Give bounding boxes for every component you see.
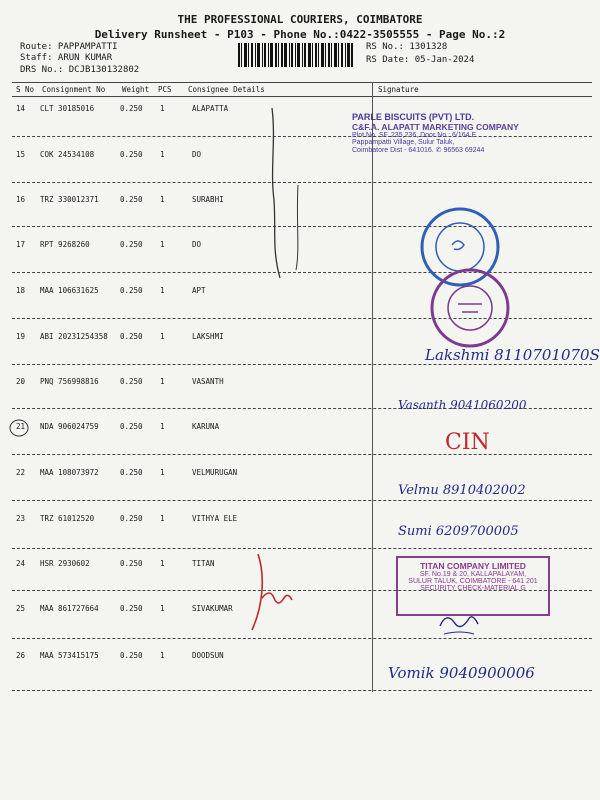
parle-company-stamp (352, 112, 552, 154)
row-consignment: PNQ 756998816 (40, 377, 99, 386)
col-signature: Signature (378, 85, 419, 94)
round-seal-stamp (428, 266, 512, 350)
signature-doodsun: Vomik 9040900006 (388, 664, 535, 682)
rs-date: RS Date: 05-Jan-2024 (366, 55, 475, 65)
row-consignment: MAA 108073972 (40, 468, 99, 477)
table-header-border (12, 96, 592, 97)
row-pcs: 1 (160, 468, 165, 477)
row-consignment: MAA 106631625 (40, 286, 99, 295)
table-bottom-border (12, 690, 592, 691)
row-weight: 0.250 (120, 559, 143, 568)
col-weight: Weight (122, 85, 150, 94)
row-consignment: NDA 906024759 (40, 422, 99, 431)
row-consignee: DO (192, 240, 202, 249)
row-consignee: VASANTH (192, 377, 224, 386)
circle-mark (8, 418, 30, 438)
handwritten-brace-mark (250, 100, 310, 300)
row-consignment: ABI 20231254358 (40, 332, 108, 341)
stamp-text: Plot No. SF. 235,236, Door No.: 6/164 E (352, 132, 477, 139)
row-consignment: HSR 2930602 (40, 559, 90, 568)
barcode-image (238, 43, 354, 67)
row-divider (12, 638, 592, 639)
row-consignee: LAKSHMI (192, 332, 224, 341)
row-weight: 0.250 (120, 514, 143, 523)
row-sno: 17 (16, 240, 26, 249)
row-consignment: TRZ 330012371 (40, 195, 99, 204)
row-sno: 26 (16, 651, 26, 660)
stamp-text: SF. No.19 & 20, KALLAPALAYAM, (419, 571, 527, 578)
signature-velmurugan: Velmu 8910402002 (398, 483, 526, 498)
signature-vithya: Sumi 6209700005 (398, 524, 519, 539)
row-sno: 24 (16, 559, 26, 568)
row-divider (12, 500, 592, 501)
row-weight: 0.250 (120, 422, 143, 431)
stamp-text: Pappampatti Village, Sulur Taluk, (352, 139, 455, 146)
row-pcs: 1 (160, 377, 165, 386)
row-consignment: RPT 9268260 (40, 240, 90, 249)
row-weight: 0.250 (120, 286, 143, 295)
stamp-text: Coimbatore Dist - 641016. ✆ 96563 69244 (352, 147, 485, 154)
row-consignee: DO (192, 150, 202, 159)
row-consignee: DOODSUN (192, 651, 224, 660)
stamp-text: SECURITY CHECK-MATERIAL G (420, 585, 526, 592)
row-pcs: 1 (160, 240, 165, 249)
row-consignee: VITHYA ELE (192, 514, 238, 523)
row-divider (12, 454, 592, 455)
document-subtitle: Delivery Runsheet - P103 - Phone No.:0422-3505555 - Page No.:2 (94, 28, 506, 41)
row-weight: 0.250 (120, 377, 143, 386)
row-consignee: TITAN (192, 559, 215, 568)
row-pcs: 1 (160, 651, 165, 660)
signature-scribble (434, 606, 484, 640)
row-weight: 0.250 (120, 468, 143, 477)
row-pcs: 1 (160, 559, 165, 568)
document-title: THE PROFESSIONAL COURIERS, COIMBATORE (177, 13, 423, 26)
signature-lakshmi: Lakshmi 8110701070S (425, 346, 600, 364)
row-consignee: APT (192, 286, 206, 295)
row-sno: 18 (16, 286, 26, 295)
row-consignment: TRZ 61012520 (40, 514, 95, 523)
row-pcs: 1 (160, 514, 165, 523)
row-pcs: 1 (160, 104, 165, 113)
stamp-text: TITAN COMPANY LIMITED (420, 561, 526, 571)
row-pcs: 1 (160, 286, 165, 295)
row-weight: 0.250 (120, 651, 143, 660)
row-weight: 0.250 (120, 195, 143, 204)
row-consignee: VELMURUGAN (192, 468, 238, 477)
drs-number: DRS No.: DCJB130132802 (20, 65, 140, 75)
table-header (12, 82, 592, 96)
col-sno: S No (16, 85, 35, 94)
row-weight: 0.250 (120, 604, 143, 613)
stamp-text: SULUR TALUK, COIMBATORE - 641 201 (408, 578, 538, 585)
row-sno: 15 (16, 150, 26, 159)
row-pcs: 1 (160, 332, 165, 341)
row-divider (12, 364, 592, 365)
row-weight: 0.250 (120, 240, 143, 249)
row-sno: 22 (16, 468, 26, 477)
row-sno: 16 (16, 195, 26, 204)
signature-karuna: CIN (445, 430, 490, 455)
table-row (12, 377, 592, 397)
row-pcs: 1 (160, 422, 165, 431)
row-sno: 21 (16, 422, 26, 431)
row-pcs: 1 (160, 195, 165, 204)
row-pcs: 1 (160, 604, 165, 613)
col-pcs: PCS (158, 85, 172, 94)
row-consignee: SURABHI (192, 195, 224, 204)
row-weight: 0.250 (120, 332, 143, 341)
table-row (12, 422, 592, 442)
red-handwritten-mark (240, 548, 300, 638)
rs-number: RS No.: 1301328 (366, 42, 448, 52)
row-weight: 0.250 (120, 150, 143, 159)
signature-vasanth: Vasanth 9041060200 (398, 398, 527, 412)
row-consignment: MAA 573415175 (40, 651, 99, 660)
row-sno: 14 (16, 104, 26, 113)
row-consignee: SIVAKUMAR (192, 604, 233, 613)
row-consignment: COK 24534108 (40, 150, 95, 159)
row-consignment: CLT 30185016 (40, 104, 95, 113)
row-sno: 23 (16, 514, 26, 523)
col-consignment: Consignment No (42, 85, 106, 94)
stamp-text: C&F.A. ALAPATT MARKETING COMPANY (352, 122, 519, 132)
row-weight: 0.250 (120, 104, 143, 113)
row-pcs: 1 (160, 150, 165, 159)
col-consignee: Consignee Details (188, 85, 265, 94)
staff-label: Staff: ARUN KUMAR (20, 53, 113, 63)
row-sno: 25 (16, 604, 26, 613)
row-sno: 20 (16, 377, 26, 386)
row-consignee: ALAPATTA (192, 104, 229, 113)
row-sno: 19 (16, 332, 26, 341)
row-consignment: MAA 861727664 (40, 604, 99, 613)
row-consignee: KARUNA (192, 422, 220, 431)
route-label: Route: PAPPAMPATTI (20, 42, 118, 52)
stamp-text: PARLE BISCUITS (PVT) LTD. (352, 112, 475, 122)
row-divider (12, 548, 592, 549)
